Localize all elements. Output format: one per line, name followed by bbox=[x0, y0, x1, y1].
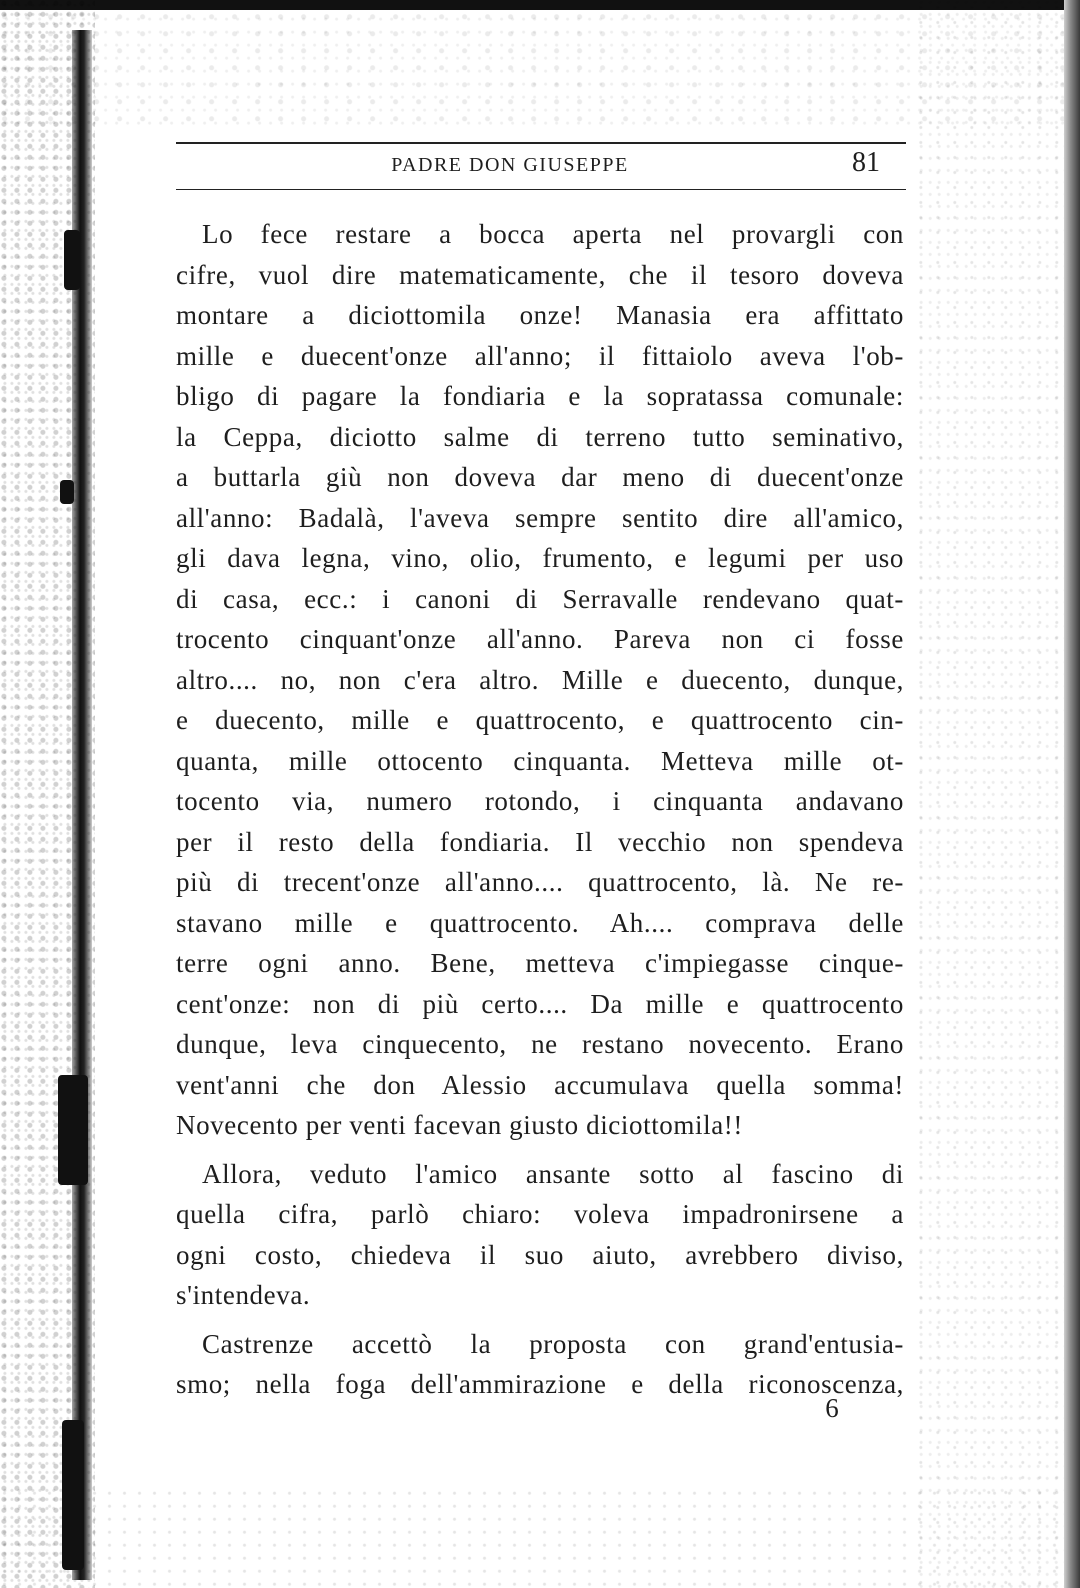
text-line: gli dava legna, vino, olio, frumento, e legumi per uso bbox=[176, 543, 904, 573]
text-line: la Ceppa, diciotto salme di terreno tutto seminativo, bbox=[176, 421, 904, 452]
text-line: all'anno: Badalà, l'aveva sempre sentito dire all'amico, bbox=[176, 502, 904, 533]
binding-mark bbox=[60, 480, 74, 504]
text-line: dunque, leva cinquecento, ne restano novecento. Erano bbox=[176, 1029, 904, 1059]
text-line: e duecento, mille e quattrocento, e quattrocento cin- bbox=[176, 705, 904, 735]
page-body bbox=[176, 214, 904, 1405]
text-line: più di trecent'onze all'anno.... quattrocento, là. Ne re- bbox=[176, 867, 904, 897]
header-rule-bottom bbox=[176, 189, 906, 190]
text-line: di casa, ecc.: i canoni di Serravalle rendevano quat- bbox=[176, 583, 904, 614]
text-line: altro.... no, non c'era altro. Mille e duecento, dunque, bbox=[176, 664, 904, 695]
running-head: PADRE DON GIUSEPPE bbox=[391, 154, 629, 176]
text-line: per il resto della fondiaria. Il vecchio non spendeva bbox=[176, 826, 904, 857]
text-line: tocento via, numero rotondo, i cinquanta andavano bbox=[176, 786, 904, 816]
scan-top-border bbox=[0, 0, 1064, 10]
text-line: Novecento per venti facevan giusto diciottomila!! bbox=[176, 1110, 743, 1140]
text-line: quella cifra, parlò chiaro: voleva impadronirsene a bbox=[176, 1199, 904, 1229]
text-line: cifre, vuol dire matematicamente, che il tesoro doveva bbox=[176, 259, 904, 290]
text-line: a buttarla giù non doveva dar meno di duecent'onze bbox=[176, 462, 904, 492]
text-line: terre ogni anno. Bene, metteva c'impiegasse cinque- bbox=[176, 948, 904, 978]
text-line: quanta, mille ottocento cinquanta. Metteva mille ot- bbox=[176, 745, 904, 776]
scan-noise-right bbox=[914, 0, 1064, 1588]
text-line: Lo fece restare a bocca aperta nel provargli con bbox=[202, 219, 904, 249]
scan-noise-top bbox=[0, 10, 1064, 130]
binding-mark bbox=[62, 1420, 84, 1570]
binding-mark bbox=[64, 230, 80, 290]
text-line: vent'anni che don Alessio accumulava quella somma! bbox=[176, 1069, 904, 1100]
scan-right-edge bbox=[1064, 0, 1080, 1588]
text-line: s'intendeva. bbox=[176, 1280, 311, 1310]
text-line: Castrenze accettò la proposta con grand'entusia- bbox=[202, 1328, 904, 1359]
binding-mark bbox=[58, 1075, 88, 1185]
text-line: stavano mille e quattrocento. Ah.... comprava delle bbox=[176, 907, 904, 938]
text-line: cent'onze: non di più certo.... Da mille e quattrocento bbox=[176, 988, 904, 1019]
text-line: bligo di pagare la fondiaria e la sopratassa comunale: bbox=[176, 381, 904, 411]
paragraph bbox=[176, 1324, 904, 1405]
paragraph bbox=[176, 1154, 904, 1316]
scan-noise-bottom bbox=[0, 1488, 1064, 1588]
text-line: smo; nella foga dell'ammirazione e della riconoscenza, bbox=[176, 1369, 904, 1399]
text-line: trocento cinquant'onze all'anno. Pareva non ci fosse bbox=[176, 624, 904, 654]
page-number: 81 bbox=[852, 147, 880, 178]
text-line: mille e duecent'onze all'anno; il fittaiolo aveva l'ob- bbox=[176, 340, 904, 371]
text-line: montare a diciottomila onze! Manasia era affittato bbox=[176, 300, 904, 330]
paragraph bbox=[176, 214, 904, 1146]
signature-mark: 6 bbox=[825, 1393, 839, 1423]
text-line: ogni costo, chiedeva il suo aiuto, avrebbero diviso, bbox=[176, 1239, 904, 1270]
header-rule-top bbox=[176, 142, 906, 144]
text-line: Allora, veduto l'amico ansante sotto al fascino di bbox=[202, 1158, 904, 1189]
